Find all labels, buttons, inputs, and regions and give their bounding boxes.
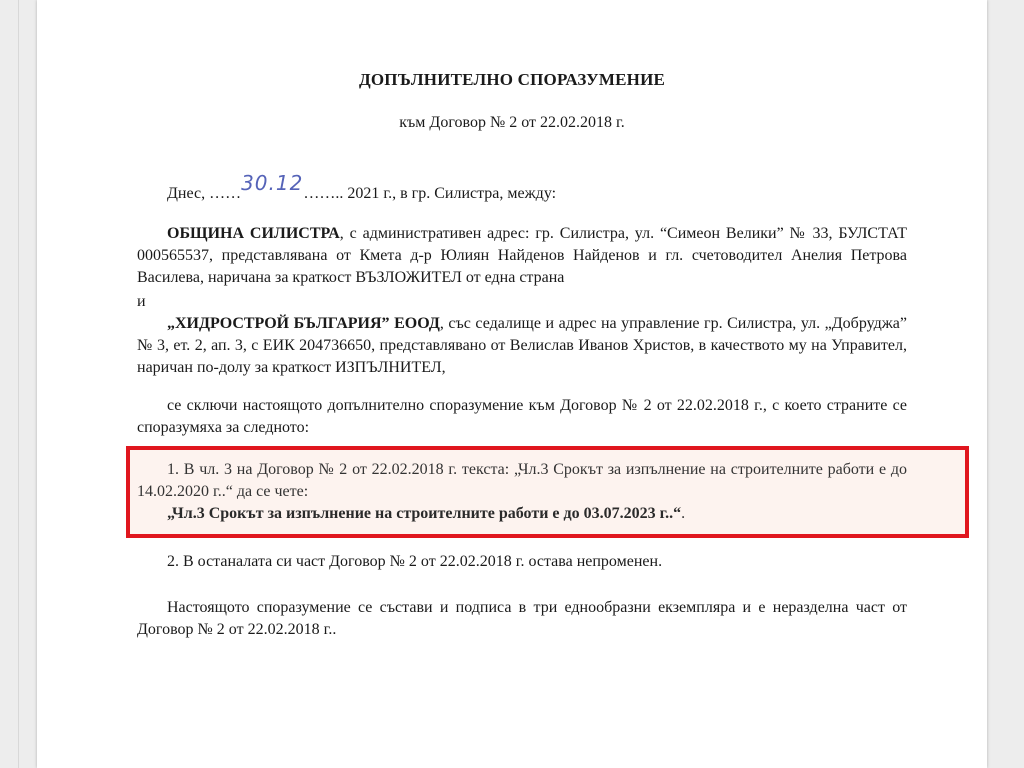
date-prefix: Днес, …… [167,185,242,202]
party-1-name: ОБЩИНА СИЛИСТРА [167,225,340,242]
clause-1-text: 1. В чл. 3 на Договор № 2 от 22.02.2018 г. текста: „Чл.3 Срокът за изпълнение на строителните работи е до 14.02.2020 г..“ да се чете: [137,461,907,500]
clause-2 [137,551,907,573]
handwritten-date: 30.12 [241,171,304,195]
party-2-paragraph [137,313,907,379]
closing-text: Настоящото споразумение се състави и подписа в три еднообразни екземпляра и е неразделна част от Договор № 2 от 22.02.2018 г.. [137,599,907,638]
document-title: ДОПЪЛНИТЕЛНО СПОРАЗУМЕНИЕ [358,70,666,89]
agreement-intro-text: се сключи настоящото допълнително споразумение към Договор № 2 от 22.02.2018 г., с което страните се споразумяха за следното: [137,397,907,436]
party-1-text: , с административен адрес: гр. Силистра, ул. “Симеон Велики” № 33, БУЛСТАТ 000565537, представлявана от Кмета д-р Юлиян Найденов Найденов и гл. счетоводител Анелия Петрова Василева, наричана за краткост ВЪЗЛОЖИТЕЛ от една страна [137,225,907,286]
date-line [137,171,937,205]
clause-1-end-mark: . [681,505,686,522]
document-page[interactable] [37,0,987,768]
and-word: и [137,293,146,310]
party-2-text: , със седалище и адрес на управление гр. Силистра, ул. „Добруджа” № 3, ет. 2, ап. 3, с ЕИК 204736650, представлявано от Велислав Иванов Христов, в качеството му на Управител, наричан по-долу за краткост ИЗПЪЛНИТЕЛ, [137,315,907,376]
party-2-name: „ХИДРОСТРОЙ БЪЛГАРИЯ” ЕООД [167,315,440,332]
agreement-intro [137,395,907,439]
clause-1-new-text: „Чл.3 Срокът за изпълнение на строителните работи е до 03.07.2023 г..“ [167,505,682,522]
party-1-paragraph [137,223,907,289]
closing-paragraph [137,597,907,641]
document-subtitle: към Договор № 2 от 22.02.2018 г. [399,114,625,131]
viewer-edge [18,0,19,768]
clause-2-text: 2. В останалата си част Договор № 2 от 22.02.2018 г. остава непроменен. [167,553,663,570]
clause-1 [137,459,907,525]
date-suffix: …….. 2021 г., в гр. Силистра, между: [303,185,557,202]
